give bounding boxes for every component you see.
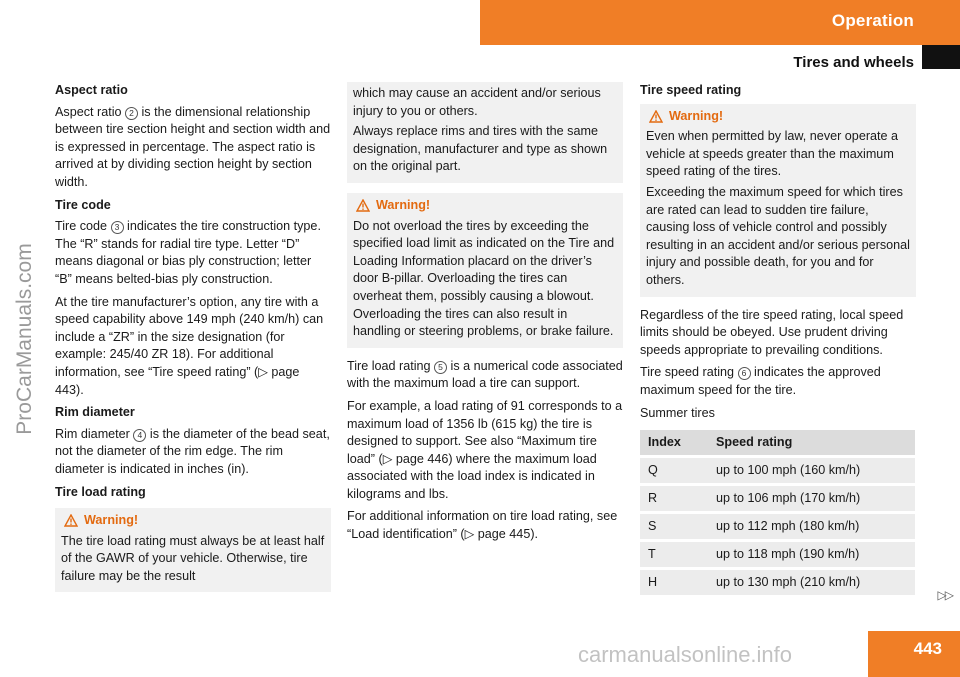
warning-title: Warning! [84,513,139,528]
rim-diameter-text: Rim diameter 4 is the diameter of the bead seat, not the diameter of the rim edge. The rim diameter is indicated in inches (in). [55,426,330,476]
column-header-index: Index [640,430,708,455]
speed-limit-text: Regardless of the tire speed rating, local speed limits should be obeyed. Use prudent driving speeds appropriate to prevailing conditions. [640,307,904,357]
section-title: Operation [831,11,914,30]
warning-text: Do not overload the tires by exceeding the specified load limit as indicated on the Tire and Loading Information placard on the driver’s door B-pillar. Overloading the tires can overheat them, possibly causing a blowout. Overloading the tires can also result in handling or steering problems, or brake failure. [353,218,615,339]
column-header-speed-rating: Speed rating [708,430,915,455]
warning-title: Warning! [669,108,724,123]
page-number: 443 [868,631,960,677]
warning-box-overload [347,193,623,348]
index-cell: T [640,542,708,567]
index-cell: S [640,514,708,539]
index-cell: R [640,486,708,511]
warning-box-load-gawr [55,508,331,592]
load-rating-additional-text: For additional information on tire load rating, see “Load identification” (▷ page 445). [347,509,618,542]
tire-code-zr-text: At the tire manufacturer’s option, any tire with a speed capability above 149 mph (240 km/h) can include a “ZR” in the size designation (for example: 245/40 ZR 18). For additional information, see “Tire speed rating” (▷ page 443). [55,294,324,397]
speed-rating-text: Tire speed rating 6 indicates the approved maximum speed for the tire. [640,365,881,397]
callout-6-icon: 6 [738,367,751,380]
warning-text-1: Even when permitted by law, never operate a vehicle at speeds greater than the maximum speed rating of the tires. [646,129,899,179]
callout-5-icon: 5 [434,361,447,374]
summer-tires-label: Summer tires [640,405,715,420]
speed-cell: up to 130 mph (210 km/h) [708,570,915,595]
warning-replace-text: Always replace rims and tires with the same designation, manufacturer and type as shown on the original part. [353,124,608,174]
warning-text-2: Exceeding the maximum speed for which tires are rated can lead to sudden tire failure, causing loss of vehicle control and possibly resulting in an accident and/or serious personal injury and possible death, for you and for others. [646,184,910,287]
callout-4-icon: 4 [133,429,146,442]
column-left [55,82,331,602]
bottom-watermark: carmanualsonline.info [578,642,793,667]
column-middle [347,82,623,549]
section-tab-marker [922,45,960,69]
warning-triangle-icon [649,110,663,123]
speed-cell: up to 118 mph (190 km/h) [708,542,915,567]
continue-arrows-icon: ▷▷ [937,588,952,602]
speed-cell: up to 106 mph (170 km/h) [708,486,915,511]
warning-triangle-icon [356,199,370,212]
table-row [640,514,915,539]
table-header-row [640,430,915,455]
side-watermark: ProCarManuals.com [13,243,36,435]
warning-text: The tire load rating must always be at least half of the GAWR of your vehicle. Otherwise, tire failure may be the result [61,533,325,583]
warning-triangle-icon [64,514,78,527]
speed-cell: up to 100 mph (160 km/h) [708,458,915,483]
speed-cell: up to 112 mph (180 km/h) [708,514,915,539]
warning-box-continued [347,82,623,183]
speed-rating-table [640,427,915,598]
table-row [640,542,915,567]
tire-code-text: Tire code 3 indicates the tire construction type. The “R” stands for radial tire type. Letter “D” means diagonal or bias ply construction; letter “B” means belted-bias ply construction. [55,219,321,286]
tire-speed-rating-heading: Tire speed rating [640,83,742,97]
aspect-ratio-text: Aspect ratio 2 is the dimensional relationship between tire section height and section width and is expressed in percentage. The aspect ratio is arrived at by dividing section height by section width. [55,104,331,189]
tire-code-heading: Tire code [55,197,111,212]
index-cell: Q [640,458,708,483]
table-row [640,570,915,595]
warning-box-speed [640,104,916,297]
column-right [640,82,916,598]
rim-diameter-heading: Rim diameter [55,405,135,420]
subsection-title: Tires and wheels [793,54,914,71]
warning-title: Warning! [376,197,431,212]
callout-3-icon: 3 [111,221,124,234]
warning-continued-text: which may cause an accident and/or serious injury to you or others. [353,86,601,118]
table-row [640,486,915,511]
callout-2-icon: 2 [125,107,138,120]
tire-load-rating-heading: Tire load rating [55,485,146,500]
table-row [640,458,915,483]
load-rating-example-text: For example, a load rating of 91 corresponds to a maximum load of 1356 lb (615 kg) the tire is designed to support. See also “Maximum tire load” (▷ page 446) where the maximum load associated with the load index is indicated in kilograms and lbs. [347,398,623,501]
index-cell: H [640,570,708,595]
aspect-ratio-heading: Aspect ratio [55,83,128,97]
load-rating-text: Tire load rating 5 is a numerical code associated with the maximum load a tire can support. [347,358,623,391]
